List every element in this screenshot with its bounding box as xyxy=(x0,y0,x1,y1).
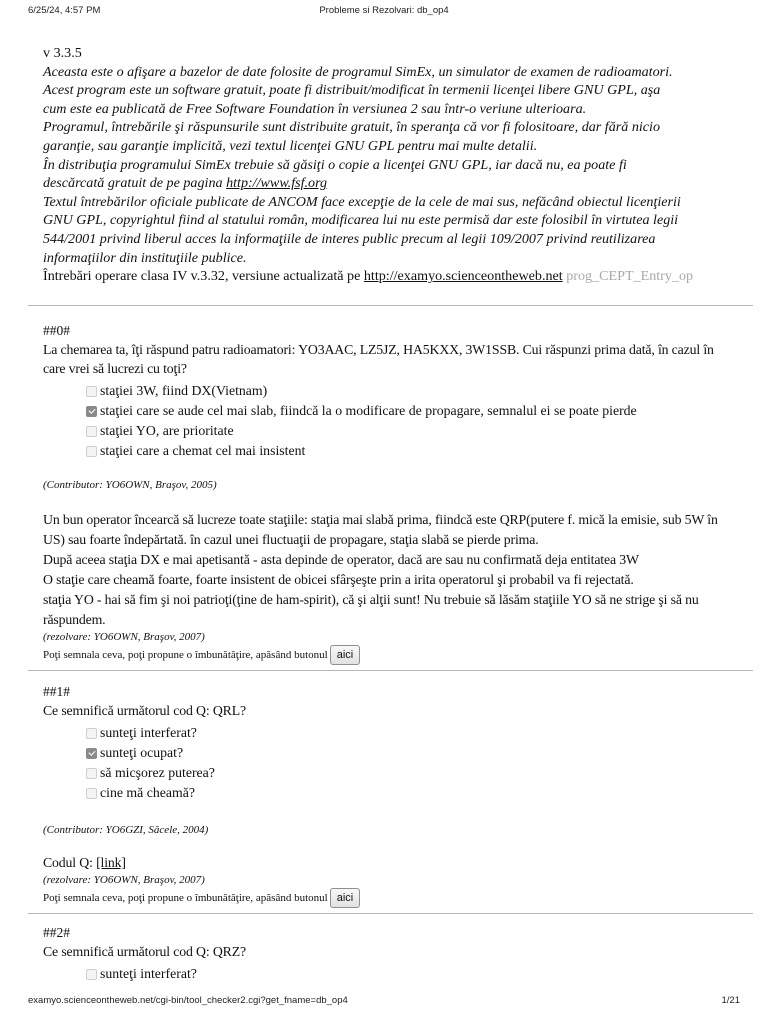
checkbox-icon[interactable] xyxy=(86,426,97,437)
answer-option[interactable]: staţiei YO, are prioritate xyxy=(86,421,733,441)
q-code-line: Codul Q: [link] xyxy=(43,855,126,870)
question-text: La chemarea ta, îţi răspund patru radioamatori: YO3AAC, LZ5JZ, HA5KXX, 3W1SSB. Cui răspunzi prima dată, în cazul în care vrei să lucrezi cu toţi? xyxy=(43,342,714,376)
checkbox-icon[interactable] xyxy=(86,969,97,980)
ancom-line: GNU GPL, copyrightul fiind al statului român, modificarea lui nu este permisă dar este folosibil în virtutea legii xyxy=(43,212,679,229)
fsf-line: descărcată gratuit de pe pagina http://www.fsf.org xyxy=(43,175,328,192)
question-text: Ce semnifică următorul cod Q: QRL? xyxy=(43,703,246,718)
question-id: ##0# xyxy=(43,323,70,338)
question-block xyxy=(43,924,733,984)
explanation-paragraph: După aceea staţia DX e mai apetisantă - asta depinde de operator, dacă are sau nu confirmată deja entitatea 3W xyxy=(43,552,639,567)
checkbox-icon[interactable] xyxy=(86,728,97,739)
question-id: ##2# xyxy=(43,925,70,940)
print-footer xyxy=(0,992,768,1012)
document-content xyxy=(43,44,733,984)
question-id: ##1# xyxy=(43,684,70,699)
answer-option[interactable]: staţiei 3W, fiind DX(Vietnam) xyxy=(86,381,733,401)
contributor-note: (Contributor: YO6GZI, Săcele, 2004) xyxy=(43,824,209,836)
license-line: În distribuţia programului SimEx trebuie să găsiţi o copie a licenţei GNU GPL, iar dacă nu, ea poate fi xyxy=(43,156,627,173)
answer-option[interactable]: cine mă cheamă? xyxy=(86,783,733,803)
contributor-note: (Contributor: YO6OWN, Braşov, 2005) xyxy=(43,479,217,491)
q-code-link[interactable]: [link] xyxy=(96,855,126,870)
answer-options xyxy=(86,381,733,461)
checkbox-icon[interactable] xyxy=(86,446,97,457)
answer-option[interactable]: să micşorez puterea? xyxy=(86,763,733,783)
question-block xyxy=(43,322,733,666)
fsf-link[interactable]: http://www.fsf.org xyxy=(226,175,328,192)
license-line: Programul, întrebările şi răspunsurile sunt distribuite gratuit, în speranţa că vor fi folositoare, dar fără nicio xyxy=(43,119,661,136)
checkbox-icon[interactable] xyxy=(86,386,97,397)
answer-option[interactable]: sunteţi ocupat? xyxy=(86,743,733,763)
explanation-paragraph: Un bun operator încearcă să lucreze toate staţiile: staţia mai slabă prima, fiindcă este QRP(putere f. mică la emisie, sub 5W în US) sau foarte îndepărtată. în cazul unei fluctuaţii de propagare, staţia slabă se pierde prima. xyxy=(43,512,718,547)
answer-options xyxy=(86,964,733,984)
feedback-line: Poţi semnala ceva, poţi propune o îmbunătăţire, apăsând butonul aici xyxy=(43,887,733,909)
checkbox-checked-icon[interactable] xyxy=(86,406,97,417)
ancom-line: 544/2001 privind liberul acces la informaţiile de interes public precum al legii 109/2007 privind reutilizarea xyxy=(43,230,656,247)
version-label: v 3.3.5 xyxy=(43,45,82,61)
print-page-number: 1/21 xyxy=(721,995,740,1006)
explanation-paragraph: O staţie care cheamă foarte, foarte insistent de obicei sfârşeşte prin a irita operatorul şi probabil va fi rejectată. xyxy=(43,572,634,587)
answer-option[interactable]: sunteţi interferat? xyxy=(86,964,733,984)
checkbox-icon[interactable] xyxy=(86,768,97,779)
checkbox-checked-icon[interactable] xyxy=(86,748,97,759)
explanation-paragraph: staţia YO - hai să fim şi noi patrioţi(ţine de ham-spirit), că şi alţii sunt! Nu trebuie să lăsăm staţiile YO să ne strige şi să nu răspundem. xyxy=(43,592,699,627)
license-line: cum este ea publicată de Free Software Foundation în versiunea 2 sau într-o veriune ulterioara. xyxy=(43,100,587,117)
ancom-line: informaţiilor din instituţiile publice. xyxy=(43,249,247,266)
solver-note: (rezolvare: YO6OWN, Braşov, 2007) xyxy=(43,631,205,643)
explanation xyxy=(43,510,719,630)
examyo-link[interactable]: http://examyo.scienceontheweb.net xyxy=(363,268,563,285)
feedback-button[interactable]: aici xyxy=(330,645,361,665)
divider xyxy=(28,913,753,914)
answer-option[interactable]: staţiei care se aude cel mai slab, fiindcă la o modificare de propagare, semnalul ei se poate pierde xyxy=(86,401,733,421)
license-line: garanţie, sau garanţie implicită, vezi textul licenţei GNU GPL pentru mai multe detalii. xyxy=(43,137,538,154)
checkbox-icon[interactable] xyxy=(86,788,97,799)
database-name: prog_CEPT_Entry_op xyxy=(562,268,694,285)
print-datetime: 6/25/24, 4:57 PM xyxy=(28,5,101,16)
intro-section xyxy=(43,44,733,293)
feedback-button[interactable]: aici xyxy=(330,888,361,908)
ancom-line: Textul întrebărilor oficiale publicate de ANCOM face excepţie de la cele de mai sus, nefăcând obiectul licenţierii xyxy=(43,193,681,210)
answer-options xyxy=(86,723,733,803)
print-page-title: Probleme si Rezolvari: db_op4 xyxy=(319,5,449,16)
question-text: Ce semnifică următorul cod Q: QRZ? xyxy=(43,944,246,959)
questions-source-line: Întrebări operare clasa IV v.3.32, versiune actualizată pe http://examyo.scienceontheweb.net prog_CEPT_Entry_op xyxy=(43,268,694,285)
license-line: Acest program este un software gratuit, poate fi distribuit/modificat în termenii licenţei libere GNU GPL, aşa xyxy=(43,82,661,99)
question-block xyxy=(43,683,733,909)
divider xyxy=(28,305,753,306)
answer-option[interactable]: sunteţi interferat? xyxy=(86,723,733,743)
solver-note: (rezolvare: YO6OWN, Braşov, 2007) xyxy=(43,874,205,886)
divider xyxy=(28,670,753,671)
license-line: Aceasta este o afişare a bazelor de date folosite de programul SimEx, un simulator de examen de radioamatori. xyxy=(43,63,673,80)
print-url: examyo.scienceontheweb.net/cgi-bin/tool_checker2.cgi?get_fname=db_op4 xyxy=(28,995,348,1006)
feedback-line: Poţi semnala ceva, poţi propune o îmbunătăţire, apăsând butonul aici xyxy=(43,644,733,666)
answer-option[interactable]: staţiei care a chemat cel mai insistent xyxy=(86,441,733,461)
print-header xyxy=(0,0,768,20)
